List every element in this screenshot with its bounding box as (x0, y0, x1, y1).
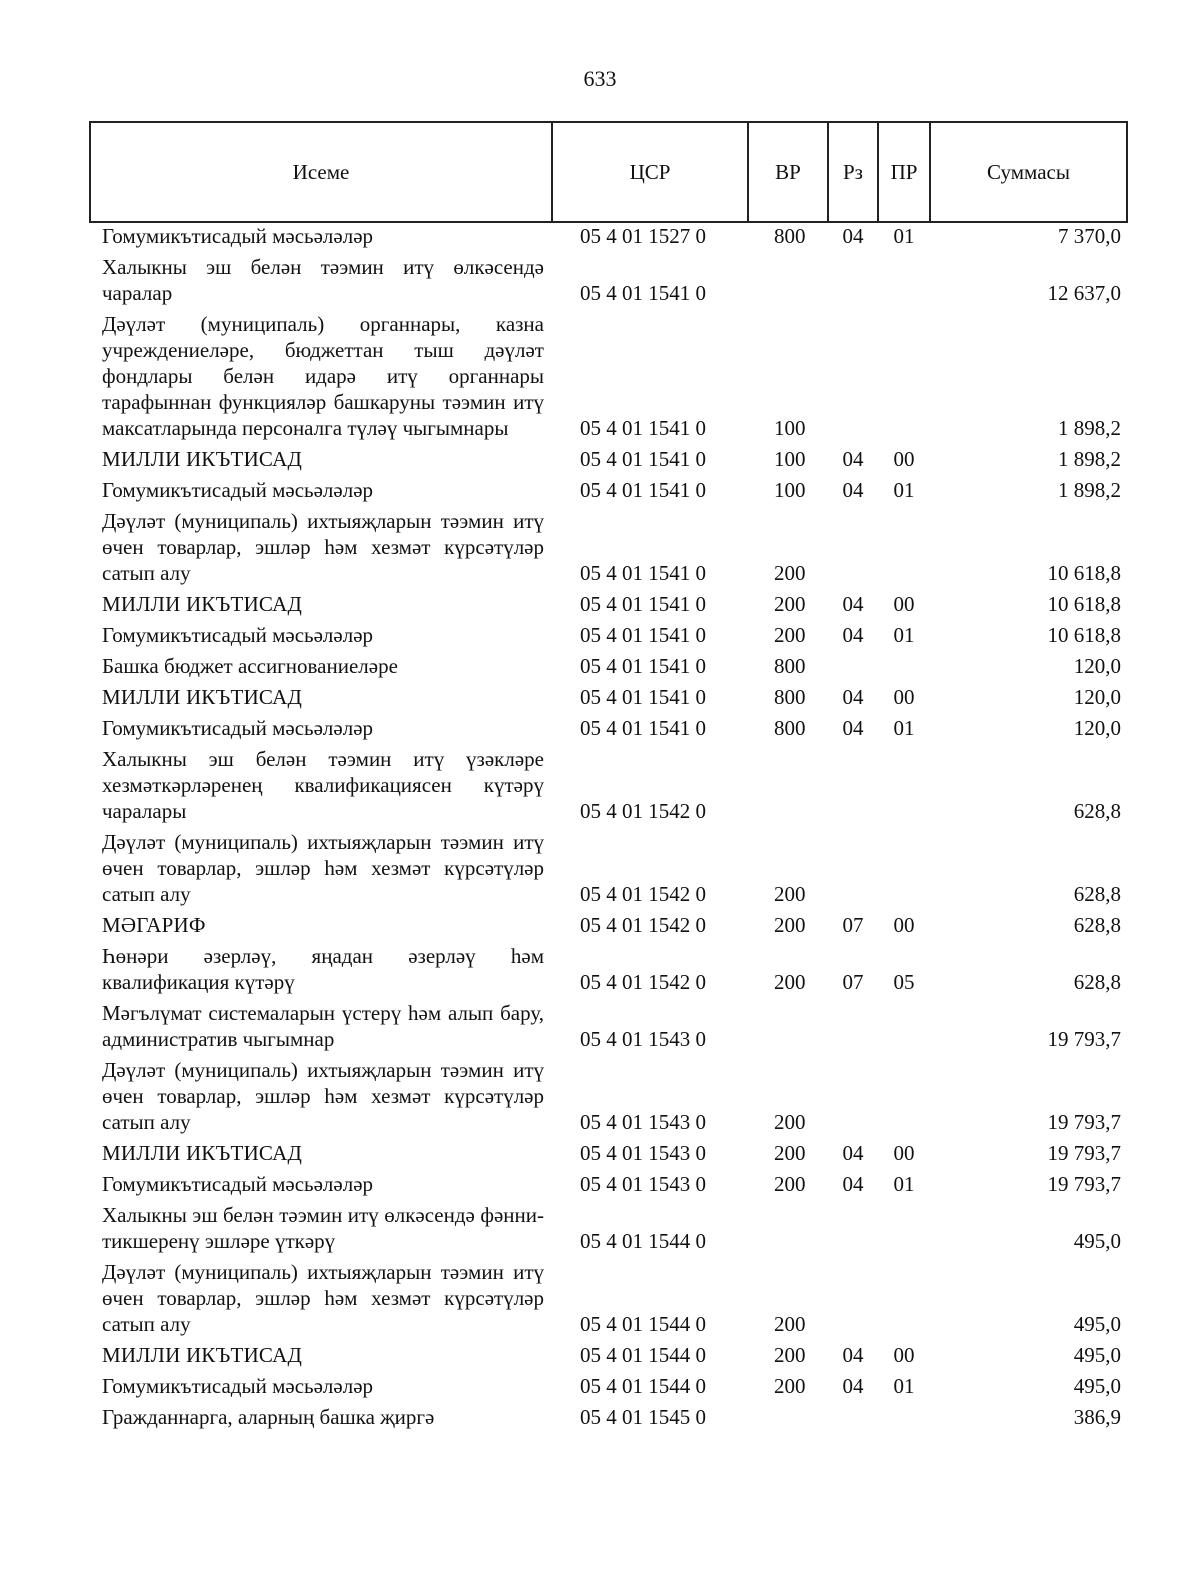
cell-sum: 10 618,8 (1047, 561, 1121, 585)
cell-pr: 01 (893, 224, 915, 248)
cell-rz: 04 (842, 685, 864, 709)
cell-rz (828, 311, 878, 446)
table-row (90, 1057, 1127, 1140)
cell-pr (878, 254, 930, 311)
cell-pr (878, 653, 930, 684)
cell-rz: 04 (842, 1343, 864, 1367)
table-row (90, 653, 1127, 684)
header-csr: ЦСР (552, 122, 748, 222)
cell-sum: 120,0 (1073, 716, 1121, 740)
cell-csr: 05 4 01 1542 0 (580, 913, 706, 937)
cell-sum: 1 898,2 (1058, 447, 1121, 471)
cell-name: МИЛЛИ ИКЪТИСАД (102, 592, 302, 616)
cell-csr: 05 4 01 1541 0 (580, 281, 706, 305)
cell-sum: 12 637,0 (1047, 281, 1121, 305)
cell-sum: 19 793,7 (1047, 1110, 1121, 1134)
cell-sum: 628,8 (1073, 882, 1121, 906)
cell-name: Гомумикътисадый мәсьәләләр (102, 623, 374, 647)
table-row (90, 446, 1127, 477)
cell-pr: 01 (893, 623, 915, 647)
cell-sum: 19 793,7 (1047, 1141, 1121, 1165)
cell-name: Гражданнарга, аларның башка җиргә (102, 1405, 435, 1429)
cell-sum: 7 370,0 (1058, 224, 1121, 248)
table-row (90, 508, 1127, 591)
cell-name: Гомумикътисадый мәсьәләләр (102, 478, 374, 502)
cell-rz: 04 (842, 716, 864, 740)
cell-pr (878, 746, 930, 829)
table-row (90, 254, 1127, 311)
header-vr: ВР (748, 122, 828, 222)
cell-name: МӘГАРИФ (102, 913, 206, 937)
cell-rz (828, 254, 878, 311)
cell-rz: 04 (842, 478, 864, 502)
cell-sum: 495,0 (1073, 1374, 1121, 1398)
cell-csr: 05 4 01 1542 0 (580, 799, 706, 823)
cell-name: Дәүләт (муниципаль) ихтыяҗларын тәэмин итү өчен товарлар, эшләр һәм хезмәт күрсәтүләр сатып алу (102, 830, 544, 906)
cell-vr (748, 1202, 828, 1259)
cell-pr: 00 (893, 447, 915, 471)
cell-pr (878, 1057, 930, 1140)
cell-pr: 05 (893, 970, 915, 994)
cell-name: Дәүләт (муниципаль) ихтыяҗларын тәэмин итү өчен товарлар, эшләр һәм хезмәт күрсәтүләр сатып алу (102, 1058, 544, 1134)
cell-pr: 01 (893, 478, 915, 502)
cell-pr: 00 (893, 1141, 915, 1165)
table-row (90, 1000, 1127, 1057)
cell-vr: 200 (774, 1312, 806, 1336)
cell-pr (878, 1404, 930, 1435)
cell-rz: 04 (842, 623, 864, 647)
cell-csr: 05 4 01 1541 0 (580, 416, 706, 440)
cell-sum: 120,0 (1073, 654, 1121, 678)
cell-vr: 800 (774, 716, 806, 740)
table-row (90, 1259, 1127, 1342)
cell-rz (828, 1000, 878, 1057)
cell-pr: 00 (893, 1343, 915, 1367)
cell-vr: 200 (774, 970, 806, 994)
cell-pr (878, 311, 930, 446)
cell-csr: 05 4 01 1541 0 (580, 623, 706, 647)
cell-csr: 05 4 01 1541 0 (580, 447, 706, 471)
cell-name: Башка бюджет ассигнованиеләре (102, 654, 398, 678)
cell-vr: 200 (774, 1110, 806, 1134)
table-row (90, 1373, 1127, 1404)
cell-vr: 200 (774, 561, 806, 585)
cell-csr: 05 4 01 1545 0 (580, 1405, 706, 1429)
cell-csr: 05 4 01 1544 0 (580, 1374, 706, 1398)
cell-csr: 05 4 01 1541 0 (580, 561, 706, 585)
cell-vr: 200 (774, 882, 806, 906)
cell-vr: 200 (774, 913, 806, 937)
cell-pr (878, 829, 930, 912)
cell-vr: 800 (774, 654, 806, 678)
cell-rz (828, 508, 878, 591)
cell-csr: 05 4 01 1543 0 (580, 1110, 706, 1134)
cell-vr: 200 (774, 1172, 806, 1196)
cell-vr: 200 (774, 1374, 806, 1398)
table-row (90, 715, 1127, 746)
cell-vr: 100 (774, 447, 806, 471)
cell-rz: 04 (842, 1141, 864, 1165)
cell-vr: 200 (774, 1141, 806, 1165)
header-rz: Рз (828, 122, 878, 222)
cell-sum: 10 618,8 (1047, 592, 1121, 616)
cell-name: МИЛЛИ ИКЪТИСАД (102, 447, 302, 471)
table-row (90, 1202, 1127, 1259)
cell-sum: 628,8 (1073, 970, 1121, 994)
cell-name: Халыкны эш белән тәэмин итү өлкәсендә фәнни-тикшеренү эшләре үткәрү (102, 1203, 544, 1253)
cell-name: Мәгълүмат системаларын үстерү һәм алып бару, административ чыгымнар (102, 1001, 544, 1051)
cell-sum: 1 898,2 (1058, 478, 1121, 502)
cell-vr: 200 (774, 592, 806, 616)
cell-name: МИЛЛИ ИКЪТИСАД (102, 1141, 302, 1165)
cell-csr: 05 4 01 1541 0 (580, 685, 706, 709)
cell-rz (828, 1404, 878, 1435)
table-row (90, 1342, 1127, 1373)
cell-vr: 800 (774, 224, 806, 248)
table-row (90, 622, 1127, 653)
table-row (90, 684, 1127, 715)
cell-sum: 495,0 (1073, 1229, 1121, 1253)
header-name: Исеме (90, 122, 552, 222)
cell-sum: 495,0 (1073, 1312, 1121, 1336)
cell-sum: 495,0 (1073, 1343, 1121, 1367)
cell-vr (748, 254, 828, 311)
table-body (90, 222, 1127, 1435)
cell-rz: 04 (842, 447, 864, 471)
cell-name: Халыкны эш белән тәэмин итү өлкәсендә чаралар (102, 255, 544, 305)
cell-vr: 100 (774, 416, 806, 440)
cell-rz: 04 (842, 592, 864, 616)
cell-name: МИЛЛИ ИКЪТИСАД (102, 1343, 302, 1367)
header-pr: ПР (878, 122, 930, 222)
cell-name: Гомумикътисадый мәсьәләләр (102, 224, 374, 248)
cell-vr (748, 1000, 828, 1057)
cell-name: Гомумикътисадый мәсьәләләр (102, 716, 374, 740)
cell-pr: 00 (893, 685, 915, 709)
cell-name: Һөнәри әзерләү, яңадан әзерләү һәм квалификация күтәрү (102, 944, 544, 994)
cell-sum: 386,9 (1073, 1405, 1121, 1429)
cell-vr: 800 (774, 685, 806, 709)
cell-pr: 00 (893, 592, 915, 616)
cell-name: Дәүләт (муниципаль) ихтыяҗларын тәэмин итү өчен товарлар, эшләр һәм хезмәт күрсәтүләр сатып алу (102, 509, 544, 585)
table-row (90, 591, 1127, 622)
table-row (90, 1404, 1127, 1435)
cell-rz (828, 1057, 878, 1140)
cell-pr: 01 (893, 1172, 915, 1196)
cell-csr: 05 4 01 1543 0 (580, 1027, 706, 1051)
cell-csr: 05 4 01 1527 0 (580, 224, 706, 248)
table-row (90, 311, 1127, 446)
cell-csr: 05 4 01 1544 0 (580, 1312, 706, 1336)
table-row (90, 912, 1127, 943)
table-row (90, 477, 1127, 508)
cell-csr: 05 4 01 1543 0 (580, 1141, 706, 1165)
cell-name: Халыкны эш белән тәэмин итү үзәкләре хезмәткәрләренең квалификациясен күтәрү чаралары (102, 747, 544, 823)
table-row (90, 746, 1127, 829)
cell-pr: 01 (893, 716, 915, 740)
cell-vr: 200 (774, 623, 806, 647)
cell-pr (878, 1202, 930, 1259)
table-row (90, 1140, 1127, 1171)
cell-name: Дәүләт (муниципаль) органнары, казна учреждениеләре, бюджеттан тыш дәүләт фондлары белән идарә итү органнары тарафыннан функцияләр башкаруны тәэмин итү максатларында персоналга түләү чыгымнары (102, 312, 544, 440)
cell-csr: 05 4 01 1541 0 (580, 654, 706, 678)
cell-name: Дәүләт (муниципаль) ихтыяҗларын тәэмин итү өчен товарлар, эшләр һәм хезмәт күрсәтүләр сатып алу (102, 1260, 544, 1336)
budget-table (89, 121, 1128, 1435)
cell-name: Гомумикътисадый мәсьәләләр (102, 1374, 374, 1398)
cell-rz (828, 829, 878, 912)
cell-rz: 07 (842, 970, 864, 994)
header-sum: Суммасы (930, 122, 1127, 222)
cell-rz (828, 1259, 878, 1342)
cell-rz: 04 (842, 1374, 864, 1398)
cell-csr: 05 4 01 1543 0 (580, 1172, 706, 1196)
cell-pr (878, 508, 930, 591)
cell-csr: 05 4 01 1542 0 (580, 970, 706, 994)
table-row (90, 943, 1127, 1000)
cell-rz (828, 653, 878, 684)
cell-rz (828, 1202, 878, 1259)
cell-name: Гомумикътисадый мәсьәләләр (102, 1172, 374, 1196)
cell-name: МИЛЛИ ИКЪТИСАД (102, 685, 302, 709)
cell-sum: 19 793,7 (1047, 1172, 1121, 1196)
cell-sum: 628,8 (1073, 799, 1121, 823)
cell-pr (878, 1259, 930, 1342)
cell-pr (878, 1000, 930, 1057)
cell-pr: 00 (893, 913, 915, 937)
cell-csr: 05 4 01 1541 0 (580, 592, 706, 616)
cell-vr (748, 746, 828, 829)
cell-vr (748, 1404, 828, 1435)
cell-pr: 01 (893, 1374, 915, 1398)
cell-rz (828, 746, 878, 829)
table-row (90, 1171, 1127, 1202)
cell-vr: 200 (774, 1343, 806, 1367)
page-number: 633 (583, 66, 617, 91)
cell-csr: 05 4 01 1544 0 (580, 1229, 706, 1253)
cell-rz: 07 (842, 913, 864, 937)
cell-sum: 10 618,8 (1047, 623, 1121, 647)
cell-rz: 04 (842, 1172, 864, 1196)
cell-vr: 100 (774, 478, 806, 502)
cell-sum: 1 898,2 (1058, 416, 1121, 440)
cell-rz: 04 (842, 224, 864, 248)
cell-csr: 05 4 01 1542 0 (580, 882, 706, 906)
cell-sum: 120,0 (1073, 685, 1121, 709)
table-row (90, 829, 1127, 912)
cell-csr: 05 4 01 1544 0 (580, 1343, 706, 1367)
table-header (90, 122, 1127, 222)
cell-csr: 05 4 01 1541 0 (580, 716, 706, 740)
cell-sum: 628,8 (1073, 913, 1121, 937)
table-row (90, 222, 1127, 254)
cell-csr: 05 4 01 1541 0 (580, 478, 706, 502)
cell-sum: 19 793,7 (1047, 1027, 1121, 1051)
